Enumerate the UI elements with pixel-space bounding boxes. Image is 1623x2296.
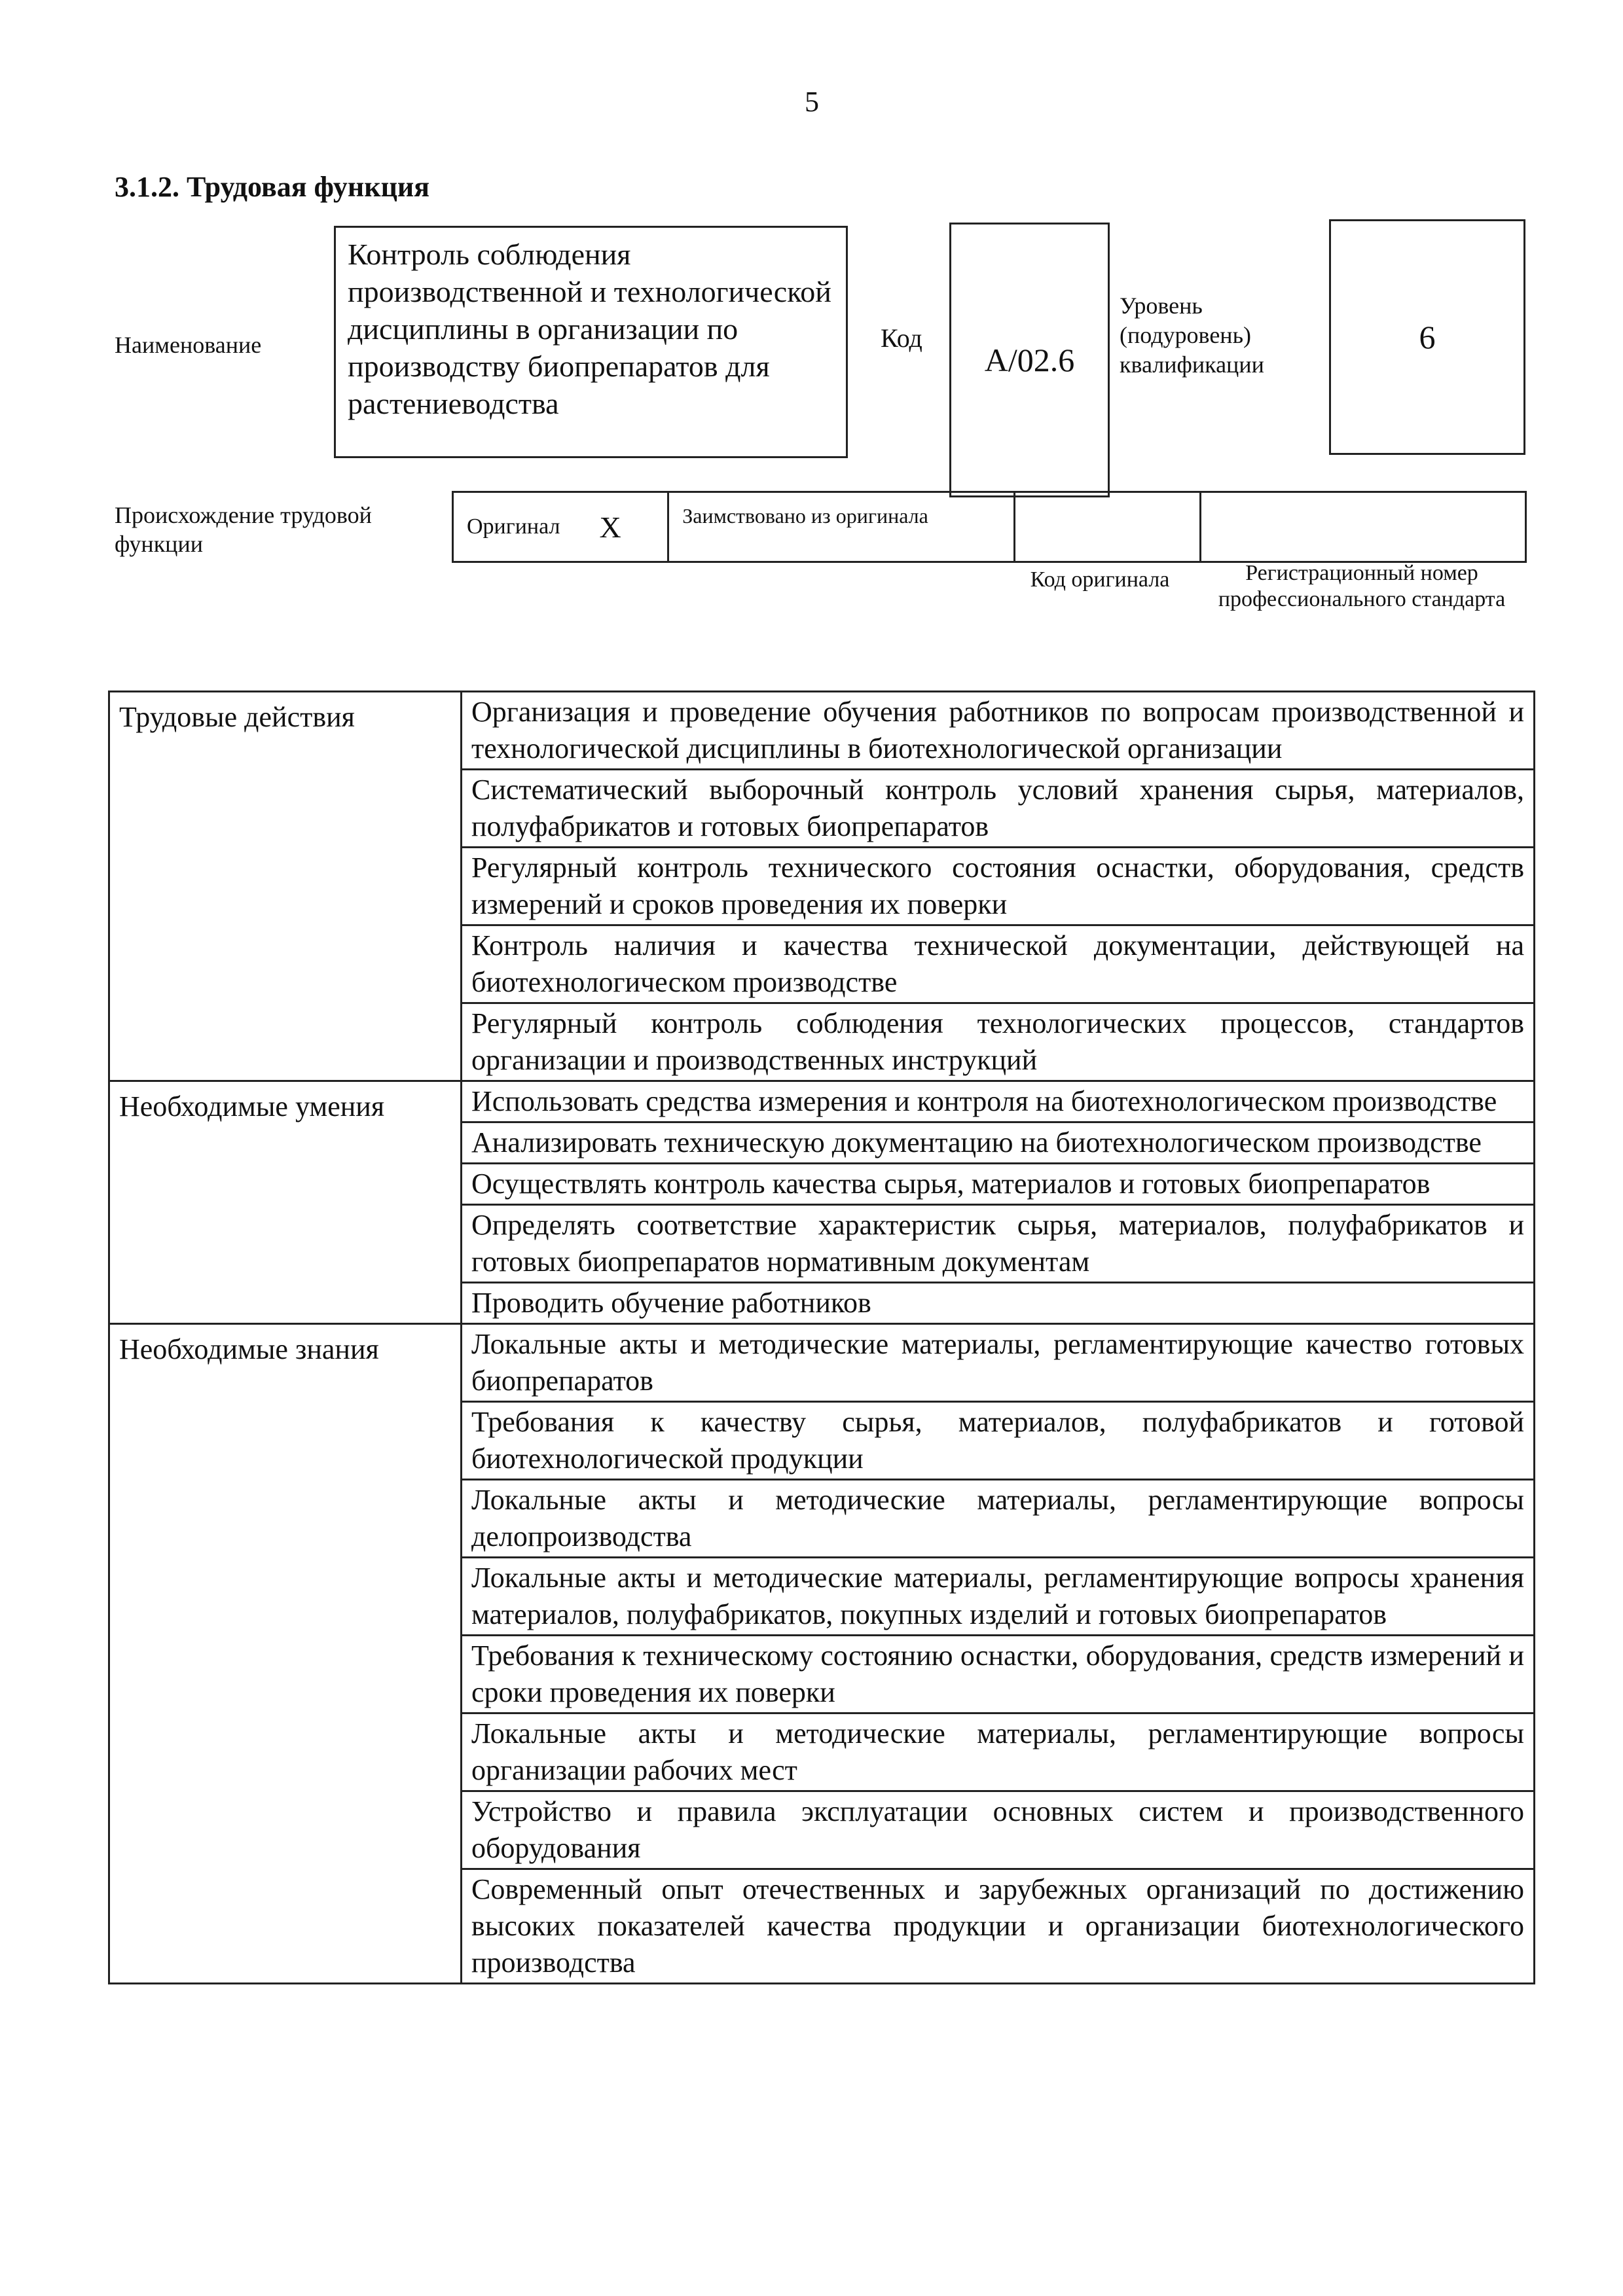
section-item: Локальные акты и методические материалы, регламентирующие вопросы хранения материалов, полуфабрикатов, покупных изделий и готовых биопрепаратов (462, 1558, 1535, 1636)
section-item: Организация и проведение обучения работников по вопросам производственной и технологической дисциплины в биотехнологической организации (462, 692, 1535, 770)
page-number: 5 (805, 86, 819, 118)
section-item: Требования к техническому состоянию оснастки, оборудования, средств измерений и сроки проведения их поверки (462, 1636, 1535, 1713)
original-cell (454, 493, 669, 561)
original-label: Оригинал (467, 514, 560, 539)
code-box (949, 223, 1110, 497)
function-name-box: Контроль соблюдения производственной и технологической дисциплины в организации по производству биопрепаратов для растениеводства (334, 226, 848, 458)
borrowed-cell: Заимствовано из оригинала (669, 493, 1015, 561)
section-item: Регулярный контроль соблюдения технологических процессов, стандартов организации и производственных инструкций (462, 1003, 1535, 1081)
level-box (1329, 219, 1525, 455)
functions-table (108, 691, 1535, 1984)
level-value: 6 (1419, 319, 1436, 355)
original-mark: X (599, 510, 621, 544)
section-item: Использовать средства измерения и контроля на биотехнологическом производстве (462, 1081, 1535, 1122)
table-row (109, 692, 1535, 770)
section-item: Локальные акты и методические материалы, регламентирующие качество готовых биопрепаратов (462, 1324, 1535, 1402)
origin-row (452, 491, 1527, 563)
section-item: Контроль наличия и качества технической документации, действующей на биотехнологическом производстве (462, 925, 1535, 1003)
section-item: Устройство и правила эксплуатации основных систем и производственного оборудования (462, 1791, 1535, 1869)
section-item: Определять соответствие характеристик сырья, материалов, полуфабрикатов и готовых биопрепаратов нормативным документам (462, 1205, 1535, 1283)
section-item: Требования к качеству сырья, материалов, полуфабрикатов и готовой биотехнологической продукции (462, 1402, 1535, 1480)
section-item: Современный опыт отечественных и зарубежных организаций по достижению высоких показателей качества продукции и организации биотехнологического производства (462, 1869, 1535, 1984)
section-item: Проводить обучение работников (462, 1283, 1535, 1324)
section-item: Локальные акты и методические материалы, регламентирующие вопросы делопроизводства (462, 1480, 1535, 1558)
section-category: Необходимые знания (109, 1324, 462, 1984)
original-code-cell (1015, 493, 1201, 561)
origin-label: Происхождение трудовой функции (115, 502, 372, 557)
section-category: Трудовые действия (109, 692, 462, 1081)
reg-number-caption: Регистрационный номер профессионального стандарта (1218, 561, 1506, 611)
code-label: Код (881, 323, 922, 353)
name-label: Наименование (115, 332, 262, 358)
level-label: Уровень (подуровень) квалификации (1120, 293, 1264, 378)
section-item: Регулярный контроль технического состояния оснастки, оборудования, средств измерений и сроков проведения их поверки (462, 848, 1535, 925)
table-row (109, 1081, 1535, 1122)
section-title: 3.1.2. Трудовая функция (115, 171, 430, 203)
original-code-caption: Код оригинала (1030, 567, 1170, 592)
section-item: Осуществлять контроль качества сырья, материалов и готовых биопрепаратов (462, 1164, 1535, 1205)
section-item: Анализировать техническую документацию на биотехнологическом производстве (462, 1122, 1535, 1164)
reg-number-cell (1201, 493, 1525, 561)
section-category: Необходимые умения (109, 1081, 462, 1324)
section-item: Локальные акты и методические материалы, регламентирующие вопросы организации рабочих мест (462, 1713, 1535, 1791)
code-value: А/02.6 (984, 342, 1075, 378)
table-row (109, 1324, 1535, 1402)
section-item: Систематический выборочный контроль условий хранения сырья, материалов, полуфабрикатов и готовых биопрепаратов (462, 770, 1535, 848)
